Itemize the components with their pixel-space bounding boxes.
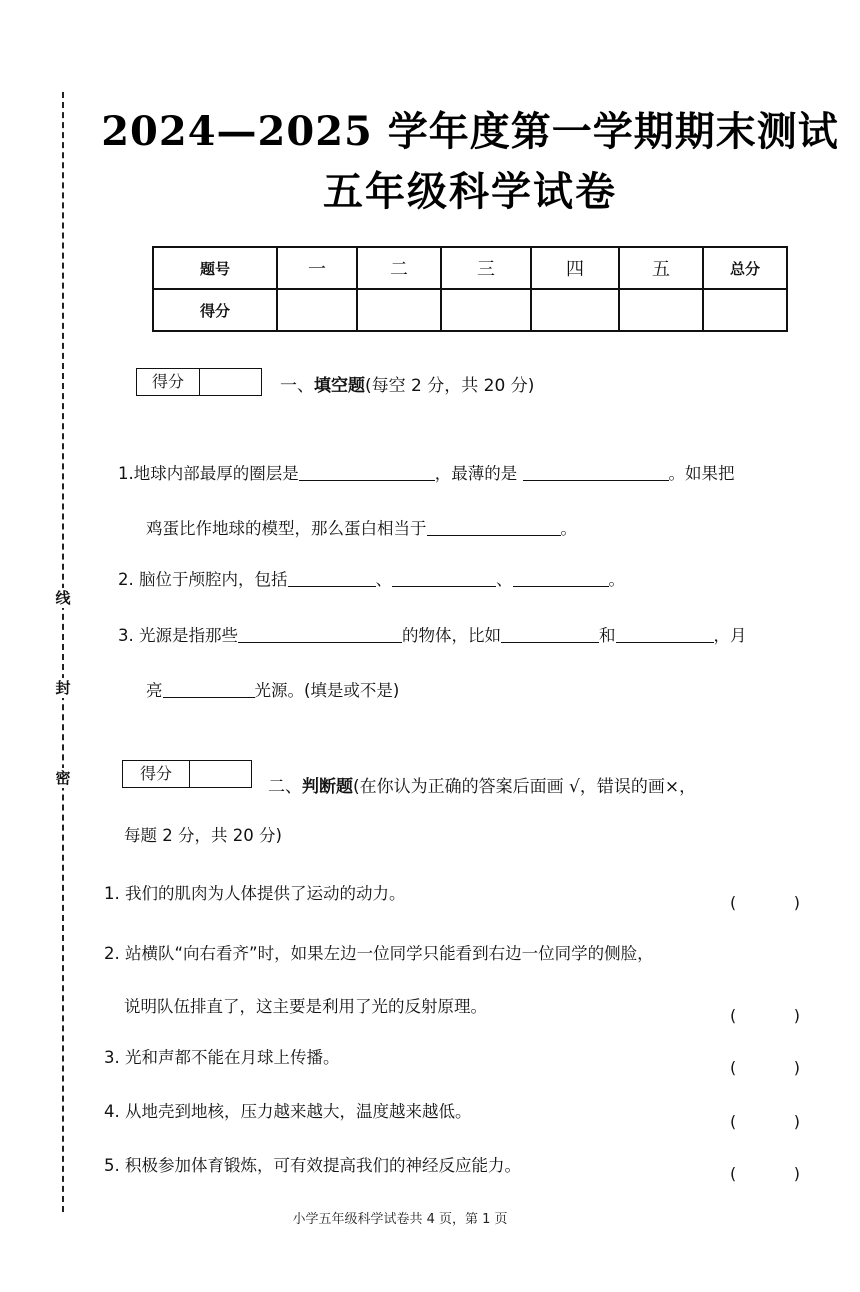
fill-question-2 (118, 566, 625, 590)
question-text: 地球内部最厚的圈层是 (133, 464, 299, 483)
answer-blank[interactable] (616, 624, 714, 643)
score-box-label: 得分 (123, 761, 190, 787)
question-number: 2. (104, 944, 120, 963)
answer-blank[interactable] (163, 679, 255, 698)
paren-close: ) (793, 1112, 800, 1131)
exam-title: 2024—2025 学年度第一学期期末测试 (101, 108, 839, 155)
question-text: 鸡蛋比作地球的模型，那么蛋白相当于 (146, 519, 427, 538)
section1-score-box (136, 368, 262, 396)
paren-open: ( (730, 893, 737, 912)
fill-question-3 (118, 622, 747, 646)
question-text: 光和声都不能在月球上传播。 (125, 1048, 340, 1067)
question-text: 脑位于颅腔内，包括 (139, 570, 288, 589)
answer-paren-2[interactable] (730, 1006, 800, 1025)
question-text: 积极参加体育锻炼，可有效提高我们的神经反应能力。 (125, 1156, 521, 1175)
paren-close: ) (793, 893, 800, 912)
question-text: 我们的肌肉为人体提供了运动的动力。 (125, 884, 406, 903)
score-cell[interactable] (357, 289, 441, 331)
page-footer: 小学五年级科学试卷共 4 页，第 1 页 (292, 1212, 508, 1227)
score-table-row-label: 得分 (153, 289, 277, 331)
paren-close: ) (793, 1006, 800, 1025)
answer-paren-1[interactable] (730, 893, 800, 912)
binding-dashed-line (62, 92, 64, 1212)
question-number: 4. (104, 1102, 120, 1121)
answer-blank[interactable] (523, 462, 669, 481)
question-text: 和 (599, 626, 616, 645)
score-table-score-row (153, 289, 787, 331)
score-table-header-row (153, 247, 787, 289)
exam-subtitle: 五年级科学试卷 (323, 168, 617, 215)
answer-blank[interactable] (501, 624, 599, 643)
question-number: 3. (118, 626, 134, 645)
score-table-header-cell: 题号 (153, 247, 277, 289)
score-table-header-cell: 五 (619, 247, 703, 289)
question-text: ，最薄的是 (434, 464, 518, 483)
section2-note-line2: 每题 2 分，共 20 分) (124, 826, 282, 845)
score-table-header-cell: 四 (531, 247, 619, 289)
question-number: 5. (104, 1156, 120, 1175)
section2-note: (在你认为正确的答案后面画 √，错误的画×， (353, 777, 697, 797)
section1-note: (每空 2 分，共 20 分) (365, 376, 535, 396)
section1-heading (280, 371, 534, 396)
paren-open: ( (730, 1164, 737, 1183)
fill-question-1 (118, 460, 735, 484)
section2-title: 判断题 (302, 777, 353, 797)
score-cell[interactable] (441, 289, 531, 331)
judge-item-1 (104, 880, 406, 904)
answer-blank[interactable] (427, 517, 561, 536)
judge-item-5 (104, 1152, 521, 1176)
section2-prefix: 二、 (268, 777, 302, 797)
section1-title: 填空题 (314, 376, 365, 396)
answer-paren-5[interactable] (730, 1164, 800, 1183)
paren-open: ( (730, 1006, 737, 1025)
score-cell[interactable] (703, 289, 787, 331)
question-text: 光源。(填是或不是) (254, 681, 400, 700)
binding-char-xian: 线 (50, 588, 76, 608)
judge-item-3 (104, 1044, 340, 1068)
section2-score-box (122, 760, 252, 788)
judge-item-2-line2: 说明队伍排直了，这主要是利用了光的反射原理。 (124, 997, 487, 1016)
answer-blank[interactable] (288, 568, 376, 587)
score-cell[interactable] (277, 289, 357, 331)
score-table-header-cell: 三 (441, 247, 531, 289)
question-text: 、 (496, 570, 513, 589)
score-table-header-cell: 总分 (703, 247, 787, 289)
score-table-header-cell: 一 (277, 247, 357, 289)
question-text: 。 (608, 570, 625, 589)
paren-open: ( (730, 1058, 737, 1077)
fill-question-3-line2 (146, 677, 399, 701)
paren-close: ) (793, 1164, 800, 1183)
answer-blank[interactable] (238, 624, 402, 643)
paren-open: ( (730, 1112, 737, 1131)
score-table-header-cell: 二 (357, 247, 441, 289)
binding-char-mi: 密 (50, 768, 76, 788)
score-table (152, 246, 788, 332)
score-cell[interactable] (619, 289, 703, 331)
score-cell[interactable] (531, 289, 619, 331)
fill-question-1-line2 (146, 515, 577, 539)
question-text: 的物体，比如 (402, 626, 501, 645)
answer-paren-4[interactable] (730, 1112, 800, 1131)
question-text: 亮 (146, 681, 163, 700)
judge-item-2 (104, 940, 654, 964)
score-box-blank[interactable] (200, 369, 261, 395)
question-text: 从地壳到地核，压力越来越大，温度越来越低。 (125, 1102, 472, 1121)
question-number: 2. (118, 570, 134, 589)
question-text: 光源是指那些 (139, 626, 238, 645)
binding-char-feng: 封 (50, 678, 76, 698)
answer-paren-3[interactable] (730, 1058, 800, 1077)
question-text: 。 (560, 519, 577, 538)
question-text: 站横队“向右看齐”时，如果左边一位同学只能看到右边一位同学的侧脸， (125, 944, 654, 963)
judge-item-4 (104, 1098, 472, 1122)
question-number: 1. (104, 884, 120, 903)
question-text: ，月 (713, 626, 747, 645)
question-number: 1. (118, 464, 134, 483)
question-text: 、 (375, 570, 392, 589)
section1-prefix: 一、 (280, 376, 314, 396)
answer-blank[interactable] (392, 568, 496, 587)
answer-blank[interactable] (299, 462, 435, 481)
paren-close: ) (793, 1058, 800, 1077)
section2-heading (268, 772, 696, 797)
question-text: 。如果把 (668, 464, 735, 483)
score-box-label: 得分 (137, 369, 200, 395)
question-number: 3. (104, 1048, 120, 1067)
score-box-blank[interactable] (190, 761, 251, 787)
answer-blank[interactable] (513, 568, 609, 587)
